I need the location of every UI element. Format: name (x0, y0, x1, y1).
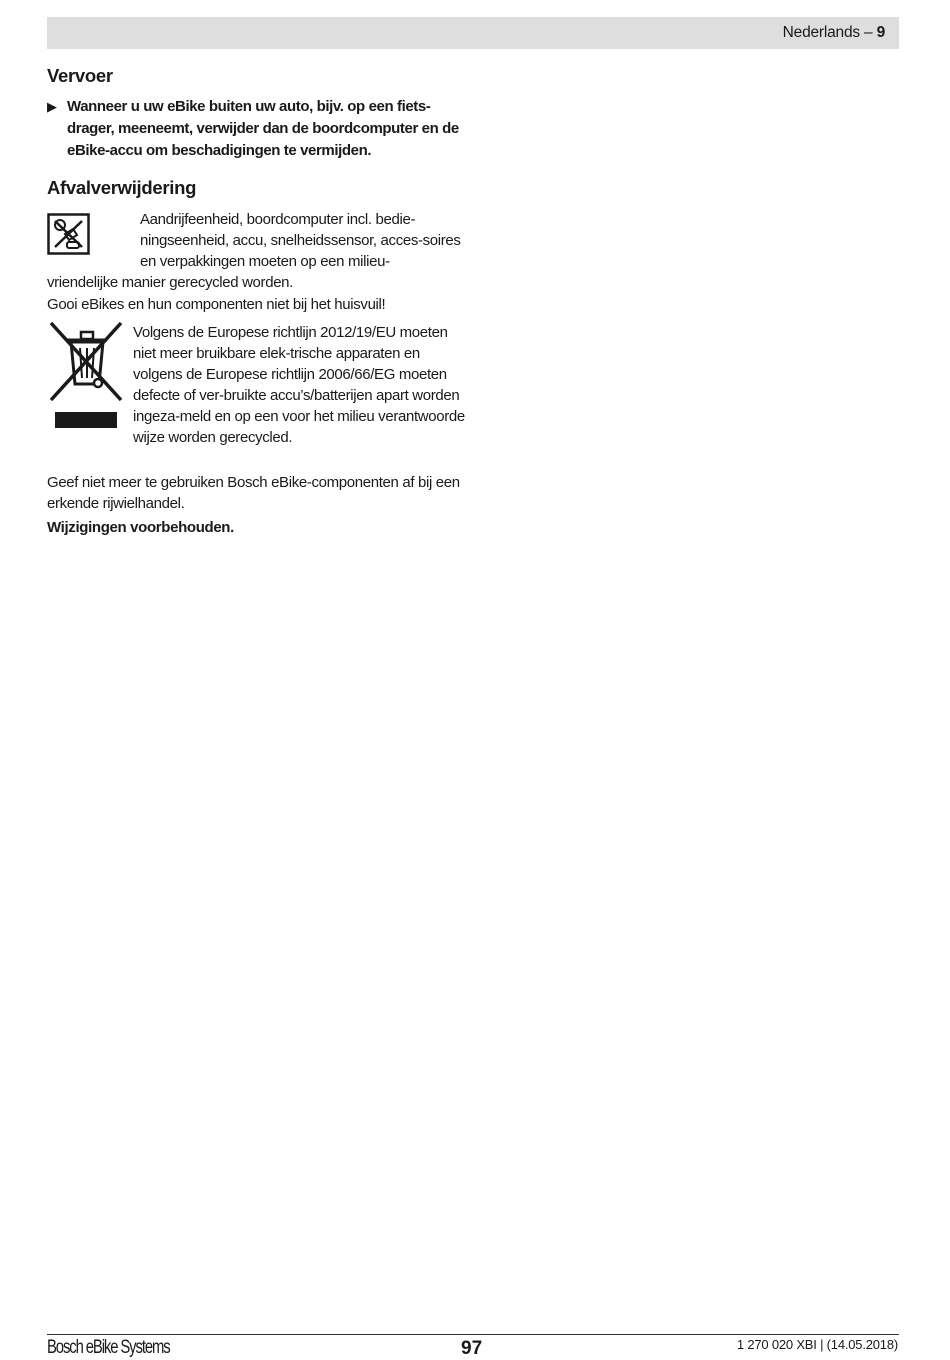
header-title (783, 24, 885, 42)
changes-reserved-note: Wijzigingen voorbehouden. (47, 519, 234, 536)
footer-doc-ref: 1 270 020 XBI | (14.05.2018) (736, 1337, 898, 1352)
section-title-transport: Vervoer (47, 65, 113, 86)
recycle-paragraph-cont: vriendelijke manier gerecycled worden. (47, 274, 293, 291)
footer-brand: Bosch eBike Systems (47, 1337, 170, 1358)
bullet-arrow-icon: ▶ (47, 99, 57, 114)
section-title-disposal: Afvalverwijdering (47, 177, 197, 198)
weee-paragraph: Volgens de Europese richtlijn 2012/19/EU moeten niet meer bruikbare elek-trische apparaten en volgens de Europese richtlijn 2006/66/EG moeten defecte of ver-bruikte accu’s/batterijen apart worden ingeza-meld en op een voor het milieu verantwoorde wijze worden gerecycled. (133, 324, 465, 446)
page-header-bar (47, 17, 899, 49)
household-paragraph: Gooi eBikes en hun componenten niet bij het huisvuil! (47, 296, 386, 313)
footer-page-number: 97 (461, 1338, 483, 1359)
transport-warning-text: Wanneer u uw eBike buiten uw auto, bijv. op een fiets-drager, meeneemt, verwijder dan de boordcomputer en de eBike-accu om beschadigingen te vermijden. (67, 98, 459, 159)
recycle-packaging-icon (47, 213, 90, 255)
recycle-paragraph: Aandrijfeenheid, boordcomputer incl. bedie-ningseenheid, accu, snelheidssensor, acces-soires en verpakkingen moeten op een milieu- (140, 211, 461, 270)
dealer-paragraph: Geef niet meer te gebruiken Bosch eBike-componenten af bij een erkende rijwielhandel. (47, 474, 460, 512)
transport-warning (47, 96, 462, 162)
header-language: Nederlands – (782, 24, 873, 41)
footer-divider (47, 1334, 899, 1335)
weee-crossed-bin-icon (49, 320, 125, 430)
header-page-number: 9 (876, 24, 885, 41)
